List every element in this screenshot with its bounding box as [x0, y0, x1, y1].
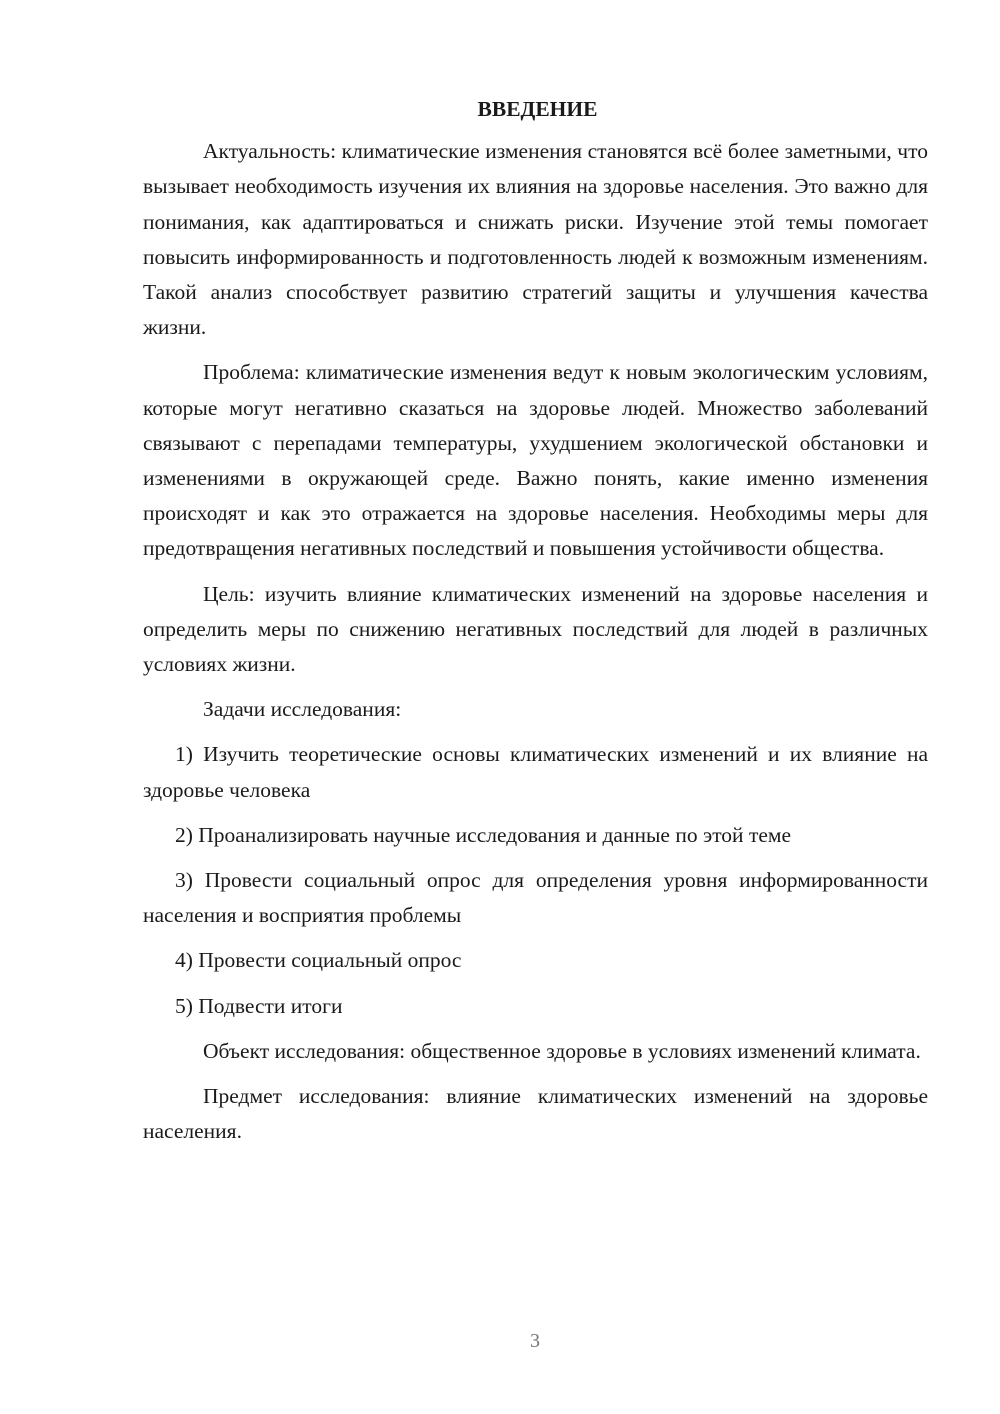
- problem-paragraph: Проблема: климатические изменения ведут к новым экологическим условиям, которые могут негативно сказаться на здоровье людей. Множество заболеваний связывают с перепадами температуры, ухудшением экологической обстановки и изменениями в окружающей среде. Важно понять, какие именно изменения происходят и как это отражается на здоровье населения. Необходимы меры для предотвращения негативных последствий и повышения устойчивости общества.: [143, 360, 928, 561]
- subject-paragraph: Предмет исследования: влияние климатических изменений на здоровье населения.: [143, 1084, 928, 1144]
- task-item-5: 5) Подвести итоги: [175, 993, 343, 1018]
- task-item-1: 1) Изучить теоретические основы климатических изменений и их влияние на здоровье человека: [143, 742, 928, 802]
- relevance-paragraph: Актуальность: климатические изменения становятся всё более заметными, что вызывает необходимость изучения их влияния на здоровье населения. Это важно для понимания, как адаптироваться и снижать риски. Изучение этой темы помогает повысить информированность и подготовленность людей к возможным изменениям. Такой анализ способствует развитию стратегий защиты и улучшения качества жизни.: [143, 139, 928, 340]
- document-page: [143, 92, 928, 1159]
- task-item-2: 2) Проанализировать научные исследования и данные по этой теме: [175, 822, 792, 847]
- task-item-3: 3) Провести социальный опрос для определения уровня информированности населения и восприятия проблемы: [143, 868, 928, 928]
- tasks-heading: Задачи исследования:: [203, 697, 402, 722]
- document-title: ВВЕДЕНИЕ: [477, 97, 598, 121]
- object-paragraph: Объект исследования: общественное здоровье в условиях изменений климата.: [203, 1038, 921, 1063]
- task-item-4: 4) Провести социальный опрос: [175, 948, 462, 973]
- goal-paragraph: Цель: изучить влияние климатических изменений на здоровье населения и определить меры по снижению негативных последствий для людей в различных условиях жизни.: [143, 581, 928, 677]
- page-number: 3: [530, 1330, 540, 1352]
